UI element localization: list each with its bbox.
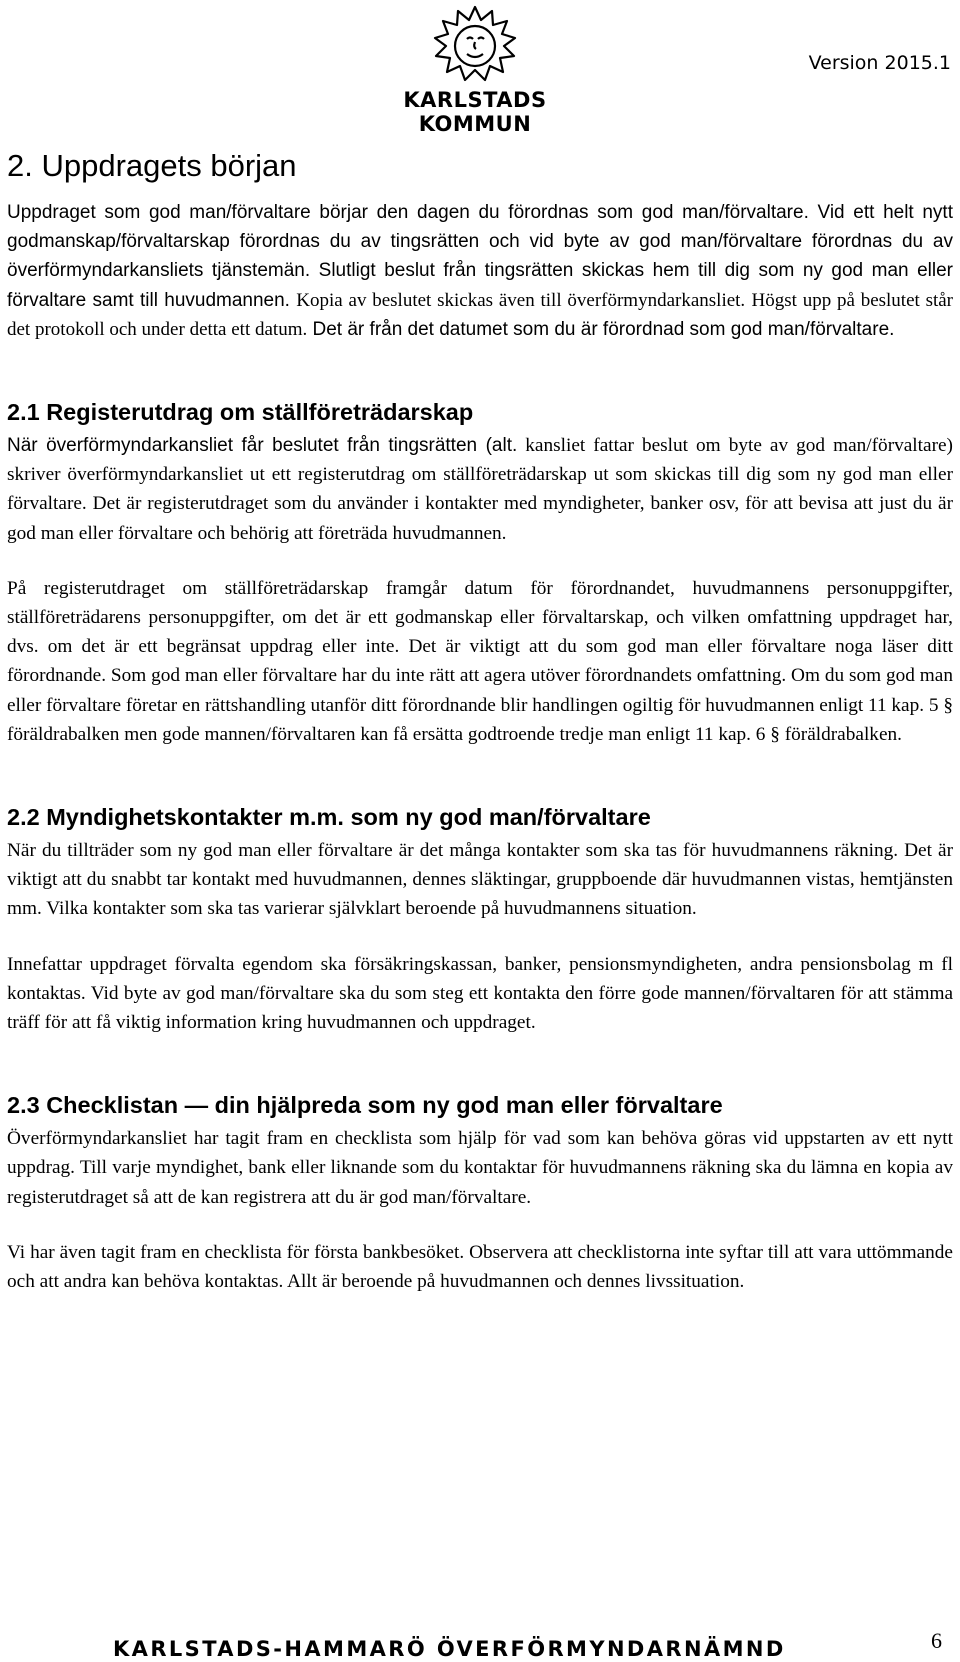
- intro-text-1: Uppdraget som god man/förvaltare börjar den dagen du förordnas som god man/förvaltare. Vid ett helt nytt godmanskap/förvaltarskap förordnas du av tingsrätten och vid byte av god man/förvaltare förordnas du av överförmyndarkansliets tjänstemän.: [7, 202, 953, 282]
- intro-text-5: Det är från det datumet som du är förordnad som god man/förvaltare.: [312, 318, 895, 340]
- sun-emblem-icon: [432, 4, 518, 86]
- subsection-title-2-3: 2.3 Checklistan — din hjälpreda som ny god man eller förvaltare: [7, 1092, 723, 1119]
- paragraph-2-3-b: Vi har även tagit fram en checklista för första bankbesöket. Observera att checklistorna inte syftar till att vara uttömmande och att andra kan behöva kontaktas. Allt är beroende på huvudmannen och dennes livssituation.: [7, 1241, 953, 1293]
- paragraph-2-3-a: Överförmyndarkansliet har tagit fram en checklista som hjälp för vad som kan behöva göras vid uppstarten av ett nytt uppdrag. Till varje myndighet, bank eller liknande som du kontaktar för huvudmannens räkning ska du lämna en kopia av registerutdraget så att de kan registrera att du är god man/förvaltare.: [7, 1128, 953, 1208]
- footer-text: KARLSTADS-HAMMARÖ ÖVERFÖRMYNDARNÄMND: [113, 1637, 786, 1661]
- section-title: 2. Uppdragets början: [7, 148, 297, 183]
- paragraph-2-2-a: När du tillträder som ny god man eller förvaltare är det många kontakter som ska tas för huvudmannens räkning. Det är viktigt att du snabbt tar kontakt med huvudmannen, dennes släktingar, gruppboende där huvudmannen vistas, hemtjänsten mm. Vilka kontakter som ska tas varierar självklart beroende på huvudmannens situation.: [7, 840, 953, 920]
- page-number: 6: [931, 1628, 942, 1653]
- intro-text-4: Högst upp på beslutet står det protokoll och under detta ett datum.: [7, 289, 954, 340]
- paragraph-2-1-a-text-1: När överförmyndarkansliet får beslutet från tingsrätten (alt.: [7, 435, 518, 457]
- intro-paragraph: [7, 198, 953, 344]
- logo-text: KARLSTADS KOMMUN: [403, 88, 547, 136]
- version-label: Version 2015.1: [808, 52, 951, 74]
- paragraph-2-2-b: Innefattar uppdraget förvalta egendom ska försäkringskassan, banker, pensionsmyndigheten, andra pensionsbolag m fl kontaktas. Vid byte av god man/förvaltare ska du som steg ett kontakta den förre gode mannen/förvaltaren för att stämma träff för att få viktig information kring huvudmannen och uppdraget.: [7, 953, 953, 1034]
- document-body: [7, 146, 953, 1296]
- subsection-title-2-1: 2.1 Registerutdrag om ställföreträdarskap: [7, 399, 474, 426]
- karlstads-kommun-logo: [350, 4, 600, 136]
- subsection-title-2-2: 2.2 Myndighetskontakter m.m. som ny god man/förvaltare: [7, 804, 651, 831]
- intro-text-2: Slutligt beslut från tingsrätten skickas hem till dig som ny god man eller förvaltare samt till huvudmannen.: [7, 260, 953, 311]
- paragraph-2-1-b: På registerutdraget om ställföreträdarskap framgår datum för förordnandet, huvudmannens personuppgifter, ställföreträdarens personuppgifter, om det är ett godmanskap eller förvaltarskap, och vilken omfattning uppdraget har, dvs. om det är ett begränsat uppdrag eller inte. Det är viktigt att du som god man eller förvaltare noga läser ditt förordnande. Som god man eller förvaltare har du inte rätt att agera utöver förordnandets omfattning. Om du som god man eller förvaltare företar en rättshandling utanför ditt förordnande blir handlingen ogiltig för huvudmannen enligt 11 kap. 5 § föräldrabalken men gode mannen/förvaltaren kan få ersätta godtroende tredje man enligt 11 kap. 6 § föräldrabalken.: [7, 577, 953, 745]
- intro-text-3: Kopia av beslutet skickas även till överförmyndarkansliet.: [296, 289, 746, 311]
- paragraph-2-1-a: [7, 431, 953, 548]
- paragraph-2-1-a-text-2: kansliet fattar beslut om byte av god man/förvaltare) skriver överförmyndarkansliet ut ett registerutdrag om ställföreträdarskap ut som skickas till dig som ny god man eller förvaltare. Det är registerutdraget som du använder i kontakter med myndigheter, banker osv, för att bevisa att just du är god man eller förvaltare och behörig att företräda huvudmannen.: [7, 435, 953, 544]
